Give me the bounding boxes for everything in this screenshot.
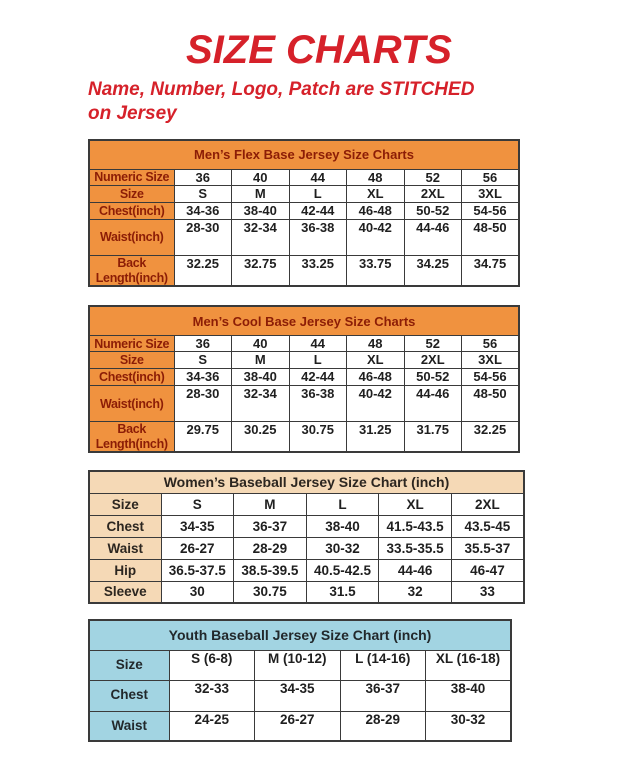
size-cell: XL [347,186,405,203]
size-cell: 28-30 [174,386,232,422]
size-cell: 46-48 [347,369,405,386]
size-cell: 48 [347,170,405,186]
row-label: Waist(inch) [89,220,174,256]
size-cell: S [174,186,232,203]
table-row [89,422,519,452]
size-cell: 31.5 [306,581,379,603]
size-cell: 36-38 [289,220,347,256]
size-cell: 36-37 [234,515,307,537]
size-cell: S (6-8) [169,650,255,680]
table-title-row [89,471,524,493]
size-cell: L (14-16) [340,650,426,680]
size-cell: 26-27 [161,537,234,559]
row-label: Waist [89,711,169,741]
size-cell: XL [379,493,452,515]
size-cell: 32.75 [232,256,290,286]
size-cell: XL [347,352,405,369]
size-cell: 43.5-45 [451,515,524,537]
size-cell: 32 [379,581,452,603]
size-cell: 50-52 [404,203,462,220]
size-cell: M [232,352,290,369]
size-cell: 34-36 [174,369,232,386]
row-label: Chest(inch) [89,203,174,220]
size-cell: 35.5-37 [451,537,524,559]
size-cell: 3XL [462,352,520,369]
size-cell: 34.25 [404,256,462,286]
row-label: Numeric Size [89,170,174,186]
size-cell: 30 [161,581,234,603]
table-row [89,386,519,422]
size-cell: S [161,493,234,515]
size-cell: 38-40 [306,515,379,537]
size-cell: 32.25 [174,256,232,286]
size-cell: L [306,493,379,515]
size-cell: 44-46 [379,559,452,581]
size-cell: L [289,186,347,203]
size-cell: M (10-12) [255,650,341,680]
size-cell: XL (16-18) [426,650,512,680]
size-cell: 28-29 [234,537,307,559]
size-cell: 52 [404,170,462,186]
size-cell: 36 [174,336,232,352]
size-cell: 54-56 [462,369,520,386]
size-cell: 30.25 [232,422,290,452]
size-cell: 54-56 [462,203,520,220]
table-row [89,369,519,386]
size-cell: 33 [451,581,524,603]
size-cell: 56 [462,336,520,352]
mens-flex-base-size-table [88,139,520,287]
table-row [89,186,519,203]
size-cell: 40 [232,336,290,352]
size-cell: 33.25 [289,256,347,286]
size-cell: 44 [289,336,347,352]
row-label: Sleeve [89,581,161,603]
table-row [89,220,519,256]
size-cell: 44-46 [404,386,462,422]
table-row [89,680,511,711]
table-row [89,170,519,186]
table-row [89,711,511,741]
size-cell: 32-33 [169,680,255,711]
size-cell: 40 [232,170,290,186]
size-cell: 2XL [404,186,462,203]
size-cell: 44 [289,170,347,186]
size-cell: 41.5-43.5 [379,515,452,537]
size-cell: 36-38 [289,386,347,422]
size-cell: 32-34 [232,220,290,256]
size-cell: 38-40 [232,369,290,386]
size-cell: 28-30 [174,220,232,256]
table-title: Men’s Flex Base Jersey Size Charts [89,140,519,170]
size-cell: L [289,352,347,369]
size-cell: 42-44 [289,203,347,220]
page-title: SIZE CHARTS [186,28,452,72]
size-cell: 50-52 [404,369,462,386]
table-row [89,352,519,369]
table-row [89,537,524,559]
size-cell: 38-40 [426,680,512,711]
size-cell: 30.75 [289,422,347,452]
size-cell: 2XL [451,493,524,515]
row-label: Chest(inch) [89,369,174,386]
size-cell: 31.25 [347,422,405,452]
size-cell: 46-48 [347,203,405,220]
table-title: Women’s Baseball Jersey Size Chart (inch) [89,471,524,493]
row-label: Chest [89,680,169,711]
table-title: Youth Baseball Jersey Size Chart (inch) [89,620,511,650]
row-label: Waist(inch) [89,386,174,422]
size-cell: 34-36 [174,203,232,220]
size-cell: 28-29 [340,711,426,741]
size-cell: 38-40 [232,203,290,220]
table-row [89,581,524,603]
size-cell: 3XL [462,186,520,203]
size-cell: 30-32 [426,711,512,741]
size-charts-page [0,28,638,778]
table-title-row [89,140,519,170]
table-row [89,650,511,680]
size-cell: 32-34 [232,386,290,422]
row-label: Size [89,352,174,369]
size-cell: 36 [174,170,232,186]
table-row [89,256,519,286]
row-label: Numeric Size [89,336,174,352]
size-cell: 33.5-35.5 [379,537,452,559]
size-cell: 56 [462,170,520,186]
size-cell: 46-47 [451,559,524,581]
subtitle-line-1: Name, Number, Logo, Patch are STITCHED [88,79,475,100]
size-cell: 40.5-42.5 [306,559,379,581]
size-cell: 36.5-37.5 [161,559,234,581]
size-cell: 32.25 [462,422,520,452]
size-cell: 29.75 [174,422,232,452]
youth-baseball-size-table [88,619,512,742]
size-cell: 26-27 [255,711,341,741]
size-cell: 36-37 [340,680,426,711]
size-cell: 33.75 [347,256,405,286]
size-cell: 42-44 [289,369,347,386]
size-cell: 30.75 [234,581,307,603]
row-label: Size [89,650,169,680]
page-subtitle [88,78,638,127]
row-label: Waist [89,537,161,559]
size-cell: 48-50 [462,220,520,256]
size-cell: M [234,493,307,515]
table-row [89,559,524,581]
row-label: Back Length(inch) [89,422,174,452]
size-cell: 40-42 [347,220,405,256]
size-cell: 2XL [404,352,462,369]
size-cell: 48-50 [462,386,520,422]
table-row [89,515,524,537]
size-cell: 38.5-39.5 [234,559,307,581]
size-cell: 31.75 [404,422,462,452]
row-label: Size [89,493,161,515]
size-cell: 34-35 [255,680,341,711]
size-cell: 52 [404,336,462,352]
size-cell: 24-25 [169,711,255,741]
table-title-row [89,306,519,336]
row-label: Back Length(inch) [89,256,174,286]
row-label: Chest [89,515,161,537]
row-label: Size [89,186,174,203]
size-cell: 34.75 [462,256,520,286]
size-cell: S [174,352,232,369]
womens-baseball-size-table [88,470,525,604]
size-cell: 44-46 [404,220,462,256]
row-label: Hip [89,559,161,581]
table-row [89,493,524,515]
table-title: Men’s Cool Base Jersey Size Charts [89,306,519,336]
size-cell: M [232,186,290,203]
mens-cool-base-size-table [88,305,520,453]
size-cell: 40-42 [347,386,405,422]
table-row [89,203,519,220]
subtitle-line-2: on Jersey [88,103,177,125]
size-cell: 34-35 [161,515,234,537]
size-cell: 30-32 [306,537,379,559]
table-row [89,336,519,352]
size-cell: 48 [347,336,405,352]
table-title-row [89,620,511,650]
